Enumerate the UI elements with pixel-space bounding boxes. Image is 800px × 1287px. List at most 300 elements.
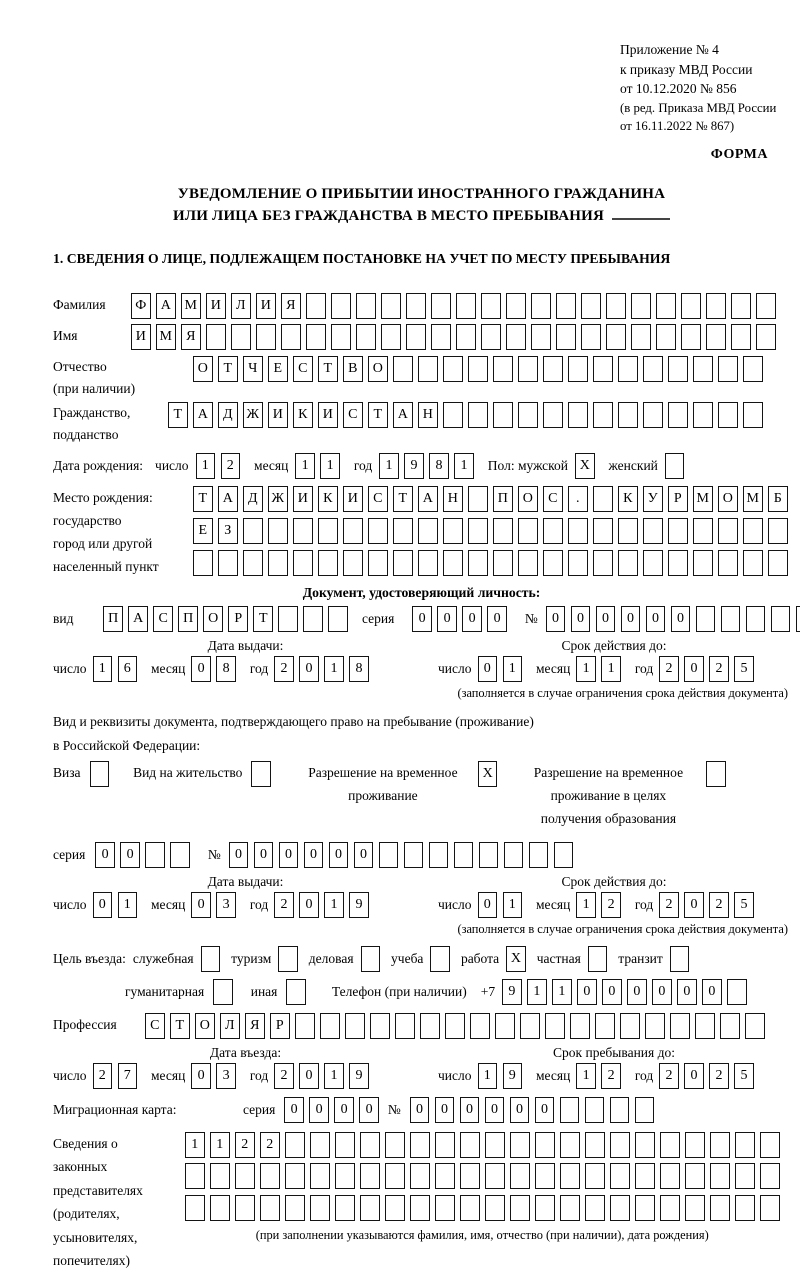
char-cell[interactable]: 0 xyxy=(309,1097,329,1123)
char-cell[interactable]: 2 xyxy=(235,1132,255,1158)
char-cell[interactable] xyxy=(560,1195,580,1221)
char-cell[interactable]: 1 xyxy=(210,1132,230,1158)
char-cell[interactable] xyxy=(481,324,501,350)
char-cell[interactable] xyxy=(504,842,524,868)
char-cell[interactable] xyxy=(370,1013,390,1039)
char-cell[interactable] xyxy=(720,1013,740,1039)
char-cell[interactable]: А xyxy=(418,486,438,512)
char-cell[interactable] xyxy=(318,550,338,576)
char-cell[interactable]: 2 xyxy=(274,656,294,682)
char-cell[interactable] xyxy=(735,1132,755,1158)
char-cell[interactable]: О xyxy=(518,486,538,512)
char-cell[interactable] xyxy=(610,1163,630,1189)
char-cell[interactable]: 0 xyxy=(646,606,666,632)
char-cell[interactable] xyxy=(493,356,513,382)
char-cell[interactable]: 1 xyxy=(552,979,572,1005)
char-cell[interactable] xyxy=(706,324,726,350)
char-cell[interactable]: 0 xyxy=(510,1097,530,1123)
char-cell[interactable]: Н xyxy=(418,402,438,428)
char-cell[interactable]: Ф xyxy=(131,293,151,319)
char-cell[interactable] xyxy=(668,550,688,576)
char-cell[interactable]: 0 xyxy=(284,1097,304,1123)
char-cell[interactable] xyxy=(618,402,638,428)
char-cell[interactable]: 0 xyxy=(702,979,722,1005)
char-cell[interactable]: 5 xyxy=(734,1063,754,1089)
char-cell[interactable]: 6 xyxy=(118,656,138,682)
char-cell[interactable] xyxy=(235,1195,255,1221)
char-cell[interactable] xyxy=(643,402,663,428)
char-cell[interactable]: А xyxy=(156,293,176,319)
char-cell[interactable] xyxy=(430,946,450,972)
char-cell[interactable]: 1 xyxy=(324,656,344,682)
char-cell[interactable] xyxy=(493,402,513,428)
char-cell[interactable] xyxy=(706,761,726,787)
char-cell[interactable] xyxy=(460,1163,480,1189)
char-cell[interactable] xyxy=(445,1013,465,1039)
char-cell[interactable] xyxy=(379,842,399,868)
char-cell[interactable] xyxy=(456,293,476,319)
char-cell[interactable] xyxy=(406,324,426,350)
char-cell[interactable] xyxy=(443,518,463,544)
char-cell[interactable] xyxy=(320,1013,340,1039)
char-cell[interactable]: 0 xyxy=(535,1097,555,1123)
char-cell[interactable] xyxy=(278,606,298,632)
char-cell[interactable]: 0 xyxy=(460,1097,480,1123)
char-cell[interactable] xyxy=(635,1132,655,1158)
char-cell[interactable] xyxy=(768,518,788,544)
char-cell[interactable] xyxy=(295,1013,315,1039)
char-cell[interactable]: 9 xyxy=(404,453,424,479)
char-cell[interactable] xyxy=(543,356,563,382)
char-cell[interactable] xyxy=(585,1132,605,1158)
char-cell[interactable] xyxy=(303,606,323,632)
char-cell[interactable] xyxy=(506,293,526,319)
char-cell[interactable]: 0 xyxy=(478,656,498,682)
char-cell[interactable]: 1 xyxy=(324,1063,344,1089)
char-cell[interactable] xyxy=(693,518,713,544)
char-cell[interactable] xyxy=(556,324,576,350)
char-cell[interactable] xyxy=(543,402,563,428)
char-cell[interactable] xyxy=(560,1163,580,1189)
char-cell[interactable]: Н xyxy=(443,486,463,512)
char-cell[interactable] xyxy=(335,1163,355,1189)
char-cell[interactable] xyxy=(356,293,376,319)
char-cell[interactable] xyxy=(310,1163,330,1189)
char-cell[interactable]: 0 xyxy=(410,1097,430,1123)
char-cell[interactable] xyxy=(278,946,298,972)
char-cell[interactable]: Б xyxy=(768,486,788,512)
char-cell[interactable] xyxy=(718,402,738,428)
char-cell[interactable]: 3 xyxy=(216,1063,236,1089)
char-cell[interactable] xyxy=(481,293,501,319)
char-cell[interactable] xyxy=(756,324,776,350)
char-cell[interactable]: 9 xyxy=(502,979,522,1005)
char-cell[interactable]: 0 xyxy=(596,606,616,632)
char-cell[interactable] xyxy=(568,550,588,576)
char-cell[interactable] xyxy=(796,606,800,632)
char-cell[interactable]: А xyxy=(193,402,213,428)
char-cell[interactable] xyxy=(660,1163,680,1189)
char-cell[interactable] xyxy=(635,1163,655,1189)
char-cell[interactable]: 0 xyxy=(229,842,249,868)
char-cell[interactable] xyxy=(746,606,766,632)
char-cell[interactable] xyxy=(431,293,451,319)
char-cell[interactable]: 1 xyxy=(196,453,216,479)
char-cell[interactable]: И xyxy=(131,324,151,350)
char-cell[interactable] xyxy=(593,486,613,512)
char-cell[interactable] xyxy=(406,293,426,319)
char-cell[interactable] xyxy=(393,518,413,544)
char-cell[interactable]: 0 xyxy=(671,606,691,632)
char-cell[interactable]: К xyxy=(618,486,638,512)
char-cell[interactable] xyxy=(293,518,313,544)
char-cell[interactable] xyxy=(529,842,549,868)
char-cell[interactable] xyxy=(210,1163,230,1189)
char-cell[interactable] xyxy=(485,1163,505,1189)
char-cell[interactable] xyxy=(185,1163,205,1189)
char-cell[interactable]: С xyxy=(153,606,173,632)
char-cell[interactable]: . xyxy=(568,486,588,512)
char-cell[interactable] xyxy=(231,324,251,350)
char-cell[interactable] xyxy=(710,1163,730,1189)
char-cell[interactable] xyxy=(718,356,738,382)
char-cell[interactable] xyxy=(193,550,213,576)
char-cell[interactable]: 9 xyxy=(503,1063,523,1089)
char-cell[interactable]: 2 xyxy=(260,1132,280,1158)
char-cell[interactable]: 1 xyxy=(576,656,596,682)
char-cell[interactable] xyxy=(706,293,726,319)
char-cell[interactable] xyxy=(243,550,263,576)
char-cell[interactable] xyxy=(531,293,551,319)
char-cell[interactable] xyxy=(593,550,613,576)
char-cell[interactable] xyxy=(606,324,626,350)
char-cell[interactable]: 0 xyxy=(120,842,140,868)
char-cell[interactable]: 1 xyxy=(503,892,523,918)
char-cell[interactable] xyxy=(468,486,488,512)
char-cell[interactable] xyxy=(360,1132,380,1158)
char-cell[interactable] xyxy=(235,1163,255,1189)
char-cell[interactable]: Ж xyxy=(268,486,288,512)
char-cell[interactable] xyxy=(485,1132,505,1158)
char-cell[interactable]: X xyxy=(575,453,595,479)
char-cell[interactable] xyxy=(560,1097,580,1123)
char-cell[interactable] xyxy=(360,1195,380,1221)
char-cell[interactable] xyxy=(727,979,747,1005)
char-cell[interactable]: 2 xyxy=(659,892,679,918)
char-cell[interactable] xyxy=(535,1195,555,1221)
char-cell[interactable]: 1 xyxy=(601,656,621,682)
char-cell[interactable]: 1 xyxy=(324,892,344,918)
char-cell[interactable]: Т xyxy=(218,356,238,382)
char-cell[interactable] xyxy=(643,356,663,382)
char-cell[interactable] xyxy=(568,518,588,544)
char-cell[interactable]: 0 xyxy=(254,842,274,868)
char-cell[interactable]: 0 xyxy=(684,656,704,682)
char-cell[interactable]: С xyxy=(343,402,363,428)
char-cell[interactable] xyxy=(588,946,608,972)
char-cell[interactable] xyxy=(668,356,688,382)
char-cell[interactable]: 2 xyxy=(709,656,729,682)
char-cell[interactable]: С xyxy=(543,486,563,512)
char-cell[interactable] xyxy=(743,356,763,382)
char-cell[interactable]: 8 xyxy=(349,656,369,682)
char-cell[interactable] xyxy=(310,1132,330,1158)
char-cell[interactable]: 2 xyxy=(221,453,241,479)
char-cell[interactable]: 0 xyxy=(93,892,113,918)
char-cell[interactable]: Д xyxy=(243,486,263,512)
char-cell[interactable] xyxy=(243,518,263,544)
char-cell[interactable] xyxy=(385,1195,405,1221)
char-cell[interactable]: Р xyxy=(668,486,688,512)
char-cell[interactable]: С xyxy=(368,486,388,512)
char-cell[interactable] xyxy=(479,842,499,868)
char-cell[interactable] xyxy=(381,324,401,350)
char-cell[interactable]: 9 xyxy=(349,1063,369,1089)
char-cell[interactable] xyxy=(520,1013,540,1039)
char-cell[interactable]: 0 xyxy=(652,979,672,1005)
char-cell[interactable]: Е xyxy=(268,356,288,382)
char-cell[interactable]: 0 xyxy=(487,606,507,632)
char-cell[interactable] xyxy=(760,1195,780,1221)
char-cell[interactable] xyxy=(410,1195,430,1221)
char-cell[interactable]: 0 xyxy=(684,1063,704,1089)
char-cell[interactable] xyxy=(631,293,651,319)
char-cell[interactable]: 0 xyxy=(577,979,597,1005)
char-cell[interactable] xyxy=(460,1195,480,1221)
char-cell[interactable]: 0 xyxy=(299,656,319,682)
char-cell[interactable] xyxy=(335,1195,355,1221)
char-cell[interactable]: 2 xyxy=(659,656,679,682)
char-cell[interactable] xyxy=(581,293,601,319)
char-cell[interactable] xyxy=(531,324,551,350)
char-cell[interactable] xyxy=(468,550,488,576)
char-cell[interactable] xyxy=(260,1195,280,1221)
char-cell[interactable] xyxy=(201,946,221,972)
char-cell[interactable]: Т xyxy=(193,486,213,512)
char-cell[interactable] xyxy=(510,1163,530,1189)
char-cell[interactable] xyxy=(710,1195,730,1221)
char-cell[interactable]: 0 xyxy=(684,892,704,918)
char-cell[interactable] xyxy=(345,1013,365,1039)
char-cell[interactable]: 0 xyxy=(191,892,211,918)
char-cell[interactable] xyxy=(356,324,376,350)
char-cell[interactable]: У xyxy=(643,486,663,512)
char-cell[interactable] xyxy=(610,1097,630,1123)
char-cell[interactable] xyxy=(431,324,451,350)
char-cell[interactable] xyxy=(760,1132,780,1158)
char-cell[interactable]: А xyxy=(218,486,238,512)
char-cell[interactable] xyxy=(535,1163,555,1189)
char-cell[interactable] xyxy=(635,1195,655,1221)
char-cell[interactable] xyxy=(718,518,738,544)
char-cell[interactable]: 0 xyxy=(191,1063,211,1089)
char-cell[interactable] xyxy=(306,324,326,350)
char-cell[interactable] xyxy=(518,402,538,428)
char-cell[interactable] xyxy=(335,1132,355,1158)
char-cell[interactable] xyxy=(443,356,463,382)
char-cell[interactable]: Я xyxy=(181,324,201,350)
char-cell[interactable] xyxy=(460,1132,480,1158)
char-cell[interactable]: 0 xyxy=(485,1097,505,1123)
char-cell[interactable]: 0 xyxy=(627,979,647,1005)
char-cell[interactable] xyxy=(410,1132,430,1158)
char-cell[interactable] xyxy=(665,453,685,479)
char-cell[interactable] xyxy=(285,1163,305,1189)
char-cell[interactable]: 0 xyxy=(354,842,374,868)
char-cell[interactable]: Л xyxy=(231,293,251,319)
char-cell[interactable] xyxy=(420,1013,440,1039)
char-cell[interactable] xyxy=(468,518,488,544)
char-cell[interactable]: 0 xyxy=(279,842,299,868)
char-cell[interactable] xyxy=(328,606,348,632)
char-cell[interactable] xyxy=(643,518,663,544)
char-cell[interactable]: 1 xyxy=(478,1063,498,1089)
char-cell[interactable]: 0 xyxy=(299,1063,319,1089)
char-cell[interactable] xyxy=(256,324,276,350)
char-cell[interactable] xyxy=(660,1132,680,1158)
char-cell[interactable] xyxy=(368,518,388,544)
char-cell[interactable] xyxy=(485,1195,505,1221)
char-cell[interactable]: 0 xyxy=(621,606,641,632)
char-cell[interactable] xyxy=(643,550,663,576)
char-cell[interactable] xyxy=(435,1195,455,1221)
char-cell[interactable] xyxy=(545,1013,565,1039)
char-cell[interactable]: С xyxy=(145,1013,165,1039)
char-cell[interactable] xyxy=(518,550,538,576)
char-cell[interactable] xyxy=(735,1195,755,1221)
char-cell[interactable] xyxy=(206,324,226,350)
char-cell[interactable] xyxy=(506,324,526,350)
char-cell[interactable]: 0 xyxy=(437,606,457,632)
char-cell[interactable] xyxy=(285,1132,305,1158)
char-cell[interactable]: 2 xyxy=(709,1063,729,1089)
char-cell[interactable] xyxy=(731,293,751,319)
char-cell[interactable]: 5 xyxy=(734,656,754,682)
char-cell[interactable]: Р xyxy=(270,1013,290,1039)
char-cell[interactable]: X xyxy=(506,946,526,972)
char-cell[interactable] xyxy=(435,1163,455,1189)
char-cell[interactable] xyxy=(681,293,701,319)
char-cell[interactable]: 1 xyxy=(503,656,523,682)
char-cell[interactable] xyxy=(685,1195,705,1221)
char-cell[interactable]: 2 xyxy=(274,1063,294,1089)
char-cell[interactable]: М xyxy=(743,486,763,512)
char-cell[interactable] xyxy=(656,293,676,319)
char-cell[interactable]: 5 xyxy=(734,892,754,918)
char-cell[interactable]: 0 xyxy=(334,1097,354,1123)
char-cell[interactable]: 1 xyxy=(454,453,474,479)
char-cell[interactable] xyxy=(656,324,676,350)
char-cell[interactable] xyxy=(468,402,488,428)
char-cell[interactable] xyxy=(381,293,401,319)
char-cell[interactable] xyxy=(618,518,638,544)
char-cell[interactable] xyxy=(456,324,476,350)
char-cell[interactable]: И xyxy=(256,293,276,319)
char-cell[interactable]: 1 xyxy=(576,1063,596,1089)
char-cell[interactable] xyxy=(510,1132,530,1158)
char-cell[interactable] xyxy=(543,550,563,576)
char-cell[interactable] xyxy=(285,1195,305,1221)
char-cell[interactable] xyxy=(213,979,233,1005)
char-cell[interactable]: Ч xyxy=(243,356,263,382)
char-cell[interactable] xyxy=(510,1195,530,1221)
char-cell[interactable] xyxy=(443,402,463,428)
char-cell[interactable] xyxy=(681,324,701,350)
char-cell[interactable]: И xyxy=(268,402,288,428)
char-cell[interactable]: И xyxy=(293,486,313,512)
char-cell[interactable] xyxy=(306,293,326,319)
char-cell[interactable] xyxy=(343,550,363,576)
char-cell[interactable]: К xyxy=(293,402,313,428)
char-cell[interactable]: 2 xyxy=(709,892,729,918)
char-cell[interactable] xyxy=(606,293,626,319)
char-cell[interactable] xyxy=(685,1132,705,1158)
char-cell[interactable]: 0 xyxy=(435,1097,455,1123)
char-cell[interactable]: 0 xyxy=(571,606,591,632)
char-cell[interactable]: 1 xyxy=(118,892,138,918)
char-cell[interactable]: Т xyxy=(168,402,188,428)
char-cell[interactable] xyxy=(360,1163,380,1189)
char-cell[interactable] xyxy=(595,1013,615,1039)
char-cell[interactable] xyxy=(368,550,388,576)
char-cell[interactable] xyxy=(718,550,738,576)
char-cell[interactable] xyxy=(693,550,713,576)
char-cell[interactable]: О xyxy=(203,606,223,632)
char-cell[interactable]: 0 xyxy=(95,842,115,868)
char-cell[interactable] xyxy=(670,946,690,972)
char-cell[interactable] xyxy=(268,518,288,544)
char-cell[interactable] xyxy=(418,550,438,576)
char-cell[interactable] xyxy=(756,293,776,319)
char-cell[interactable]: Л xyxy=(220,1013,240,1039)
char-cell[interactable]: И xyxy=(318,402,338,428)
char-cell[interactable] xyxy=(581,324,601,350)
char-cell[interactable]: А xyxy=(393,402,413,428)
char-cell[interactable]: 0 xyxy=(462,606,482,632)
char-cell[interactable]: А xyxy=(128,606,148,632)
char-cell[interactable]: И xyxy=(343,486,363,512)
char-cell[interactable]: 1 xyxy=(295,453,315,479)
char-cell[interactable] xyxy=(260,1163,280,1189)
char-cell[interactable]: П xyxy=(178,606,198,632)
char-cell[interactable] xyxy=(395,1013,415,1039)
char-cell[interactable]: Е xyxy=(193,518,213,544)
char-cell[interactable]: К xyxy=(318,486,338,512)
char-cell[interactable] xyxy=(570,1013,590,1039)
char-cell[interactable]: 1 xyxy=(379,453,399,479)
char-cell[interactable]: Т xyxy=(170,1013,190,1039)
char-cell[interactable] xyxy=(610,1132,630,1158)
char-cell[interactable]: 0 xyxy=(478,892,498,918)
char-cell[interactable]: 0 xyxy=(412,606,432,632)
char-cell[interactable] xyxy=(695,1013,715,1039)
char-cell[interactable] xyxy=(418,518,438,544)
char-cell[interactable] xyxy=(543,518,563,544)
char-cell[interactable] xyxy=(468,356,488,382)
char-cell[interactable]: П xyxy=(493,486,513,512)
char-cell[interactable]: Ж xyxy=(243,402,263,428)
char-cell[interactable] xyxy=(331,293,351,319)
char-cell[interactable] xyxy=(568,356,588,382)
char-cell[interactable]: 1 xyxy=(527,979,547,1005)
char-cell[interactable]: 8 xyxy=(216,656,236,682)
char-cell[interactable] xyxy=(696,606,716,632)
char-cell[interactable] xyxy=(493,518,513,544)
char-cell[interactable]: 1 xyxy=(320,453,340,479)
char-cell[interactable] xyxy=(585,1195,605,1221)
char-cell[interactable] xyxy=(693,402,713,428)
char-cell[interactable] xyxy=(518,518,538,544)
